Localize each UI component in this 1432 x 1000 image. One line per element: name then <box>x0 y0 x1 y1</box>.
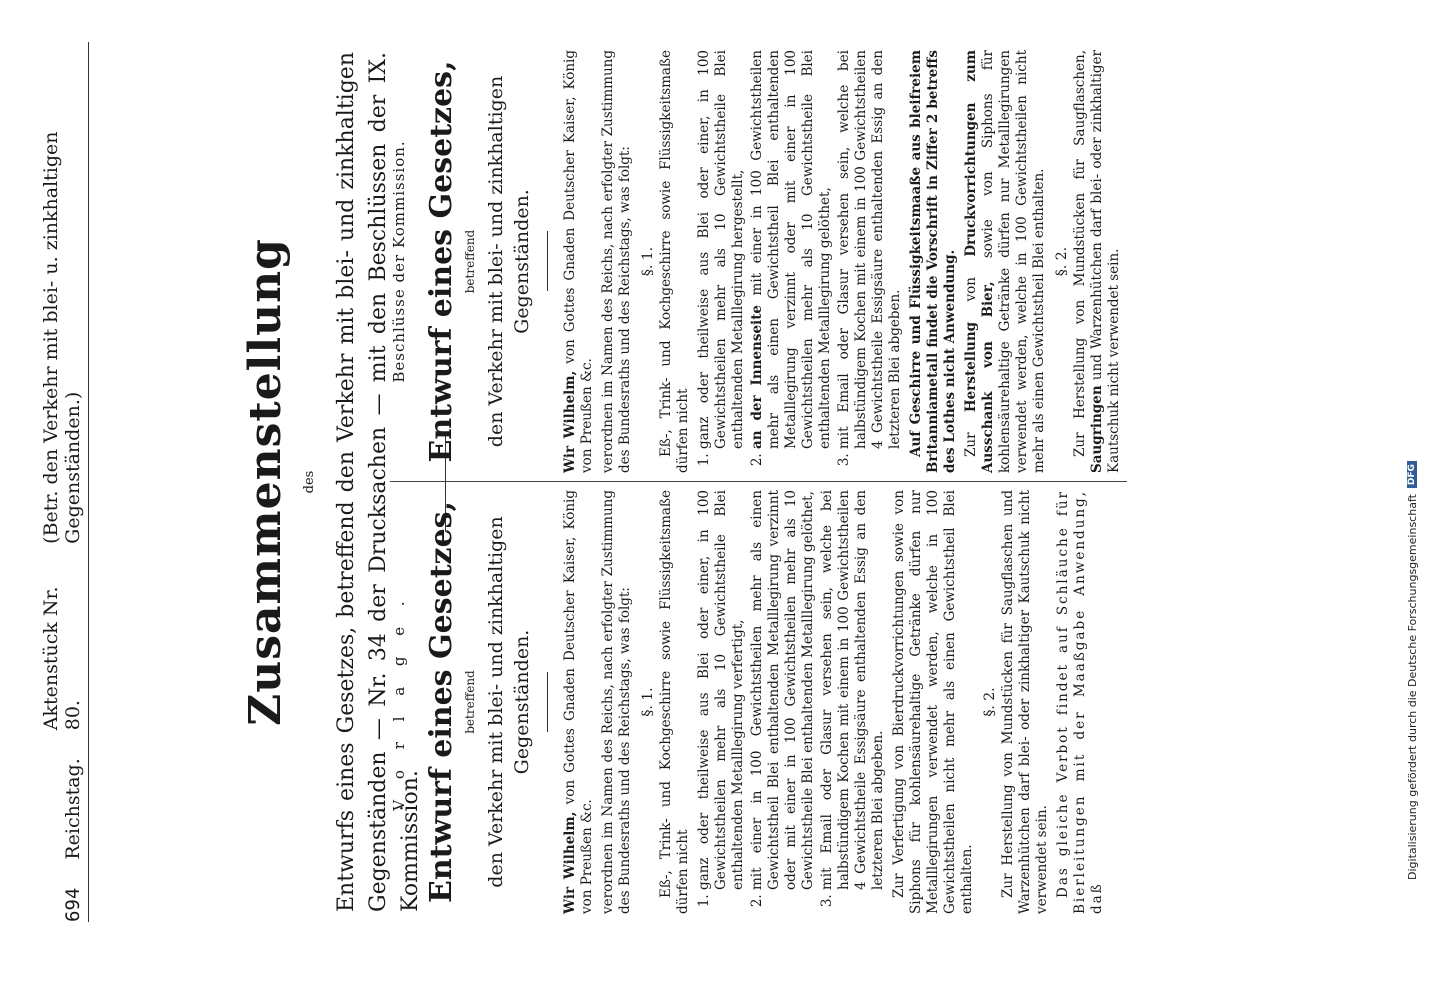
preamble-name: Wir Wilhelm, <box>562 811 578 914</box>
section-mark: §. 1. <box>640 246 656 277</box>
section-paragraph: Zur Herstellung von Mundstücken für Saugflaschen und Warzenhütchen darf blei- oder zinkhaltiger Kautschuk nicht verwendet sein. <box>1000 490 1050 914</box>
betreffend-label: betreffend <box>463 670 477 734</box>
list-item-rest: mit einer in 100 Gewichtstheilen mehr als einen Gewichtstheil Blei enthaltenden Metalllegirung verzinnt oder mit einer in 100 Gewichtstheilen mehr als 10 Gewichtstheile Blei enthaltenden Metalllegirung gelöthet, <box>749 50 833 449</box>
intro-text: Entwurfs eines Gesetzes, betreffend den Verkehr mit blei- und zinkhaltigen Gegenständen — Nr. 34 der Drucksachen — mit den Beschlüssen der IX. Kommission. <box>334 52 423 912</box>
section-items <box>696 490 887 914</box>
emphasis: Herstellung <box>963 321 979 413</box>
text-run: sowie von Siphons für kohlensäurehaltige Getränke dürfen nur Metalllegirungen verwendet werden, welche in 100 Gewichtstheilen nicht mehr als einen Gewichtstheil Blei enthalten. <box>980 50 1047 473</box>
column-beschluesse <box>390 42 1127 482</box>
preamble-rest: von Gottes Gnaden Deutscher Kaiser, König von Preußen &c. <box>562 50 595 473</box>
page-title: Zusammenstellung <box>240 238 291 726</box>
header-left: Reichstag. <box>62 758 84 860</box>
text-run: und Warzenhütchen darf blei- oder zinkhaltiger Kautschuk nicht verwendet sein. <box>1089 50 1122 473</box>
section-mark: §. 2. <box>1054 246 1070 277</box>
list-item: 1. ganz oder theilweise aus Blei oder einer, in 100 Gewichtstheilen mehr als 10 Gewichtstheile Blei enthaltenden Metalllegirung verfertigt, <box>696 490 747 890</box>
list-item: 2. mit einer in 100 Gewichtstheilen mehr als einen Gewichtstheil Blei enthaltenden Metalllegirung verzinnt oder mit einer in 100 Gewichtstheilen mehr als 10 Gewichtstheile Blei enthaltenden Metalllegirung gelöthet, <box>749 490 817 890</box>
credit-text: Digitalisierung gefördert durch die Deutsche Forschungsgemeinschaft <box>1405 494 1419 880</box>
digitization-credit <box>1404 120 1420 880</box>
section-paragraph: Zur Verfertigung von Bierdruckvorrichtungen sowie von Siphons für kohlensäurehaltige Getränke dürfen nur Metalllegirungen verwendet werden, welche in 100 Gewichtstheilen nicht mehr als einen Gewichtstheil Blei enthalten. <box>891 490 975 914</box>
column-heading: Beschlüsse der Kommission. <box>390 140 408 383</box>
section-intro: Eß-, Trink- und Kochgeschirre sowie Flüssigkeitsmaße dürfen nicht <box>658 490 691 914</box>
preamble-name: Wir Wilhelm, <box>562 370 578 473</box>
section-mark: §. 1. <box>640 687 656 717</box>
list-item <box>749 50 834 449</box>
section-paragraph: Das gleiche Verbot findet auf Schläuche für Bierleitungen mit der Maaßgabe Anwendung, daß <box>1055 490 1105 914</box>
column-vorlage <box>390 482 1127 922</box>
enactment-clause: verordnen im Namen des Reichs, nach erfolgter Zustimmung des Bundesraths und des Reichstags, was folgt: <box>600 490 633 914</box>
list-item: 3. mit Email oder Glasur versehen sein, welche bei halbstündigem Kochen mit einem in 100 Gewichtstheilen 4 Gewichtstheile Essigsäure enthaltenden Essig an den letzteren Blei abgeben. <box>836 50 904 449</box>
preamble-rest: von Gottes Gnaden Deutscher Kaiser, König von Preußen &c. <box>562 490 595 914</box>
emphasis: Auf Geschirre und Flüssigkeitsmaaße aus bleifreiem Britanniametall findet die Vorschrift in Ziffer 2 betreffs des Lothes nicht Anwendung. <box>908 50 958 473</box>
title-des: des <box>302 470 317 494</box>
text-run: Zur Herstellung von Mundstücken für Saugflaschen, <box>1072 50 1088 457</box>
preamble <box>562 490 596 914</box>
two-column-body <box>390 42 1127 922</box>
dfg-logo: DFG <box>1407 461 1417 488</box>
entwurf-subject: den Verkehr mit blei- und zinkhaltigen Gegenständen. <box>485 516 533 888</box>
section-paragraph <box>1072 50 1123 473</box>
section-paragraph-bold <box>908 50 959 473</box>
section-items <box>696 50 904 473</box>
enactment-clause: verordnen im Namen des Reichs, nach erfolgter Zustimmung des Bundesraths und des Reichstags, was folgt: <box>600 50 633 473</box>
header-right: (Betr. den Verkehr mit blei- u. zinkhaltigen Gegenständen.) <box>40 131 84 544</box>
betreffend-label: betreffend <box>463 229 477 294</box>
text-run: von <box>963 277 979 302</box>
text-run: Zur <box>963 432 979 457</box>
list-item: 1. ganz oder theilweise aus Blei oder einer, in 100 Gewichtstheilen mehr als 10 Gewichtstheile Blei enthaltenden Metalllegirung hergestellt, <box>696 50 747 449</box>
section-intro: Eß-, Trink- und Kochgeschirre sowie Flüssigkeitsmaße dürfen nicht <box>658 50 691 473</box>
preamble <box>562 50 596 473</box>
emphasis: Saugringen <box>1089 385 1105 473</box>
header-center: Aktenstück Nr. 80. <box>40 586 84 731</box>
page-number: 694 <box>62 887 84 922</box>
entwurf-subject: den Verkehr mit blei- und zinkhaltigen Gegenständen. <box>485 75 533 448</box>
entwurf-title: Entwurf eines Gesetzes, <box>424 500 459 904</box>
section-paragraph <box>963 50 1048 473</box>
section-mark: §. 2. <box>982 687 998 717</box>
list-item: 3. mit Email oder Glasur versehen sein, welche bei halbstündigem Kochen mit einem in 100 Gewichtstheilen 4 Gewichtstheile Essigsäure enthaltenden Essig an den letzteren Blei abgeben. <box>819 490 887 890</box>
column-heading: V o r l a g e . <box>390 593 408 811</box>
entwurf-title: Entwurf eines Gesetzes, <box>424 60 459 463</box>
emphasis: Druckvorrichtungen zum Ausschank von Bier, <box>963 49 996 473</box>
running-header <box>40 42 89 922</box>
emphasis: an der Innenseite <box>749 304 765 449</box>
divider <box>547 672 548 732</box>
divider <box>547 232 548 292</box>
